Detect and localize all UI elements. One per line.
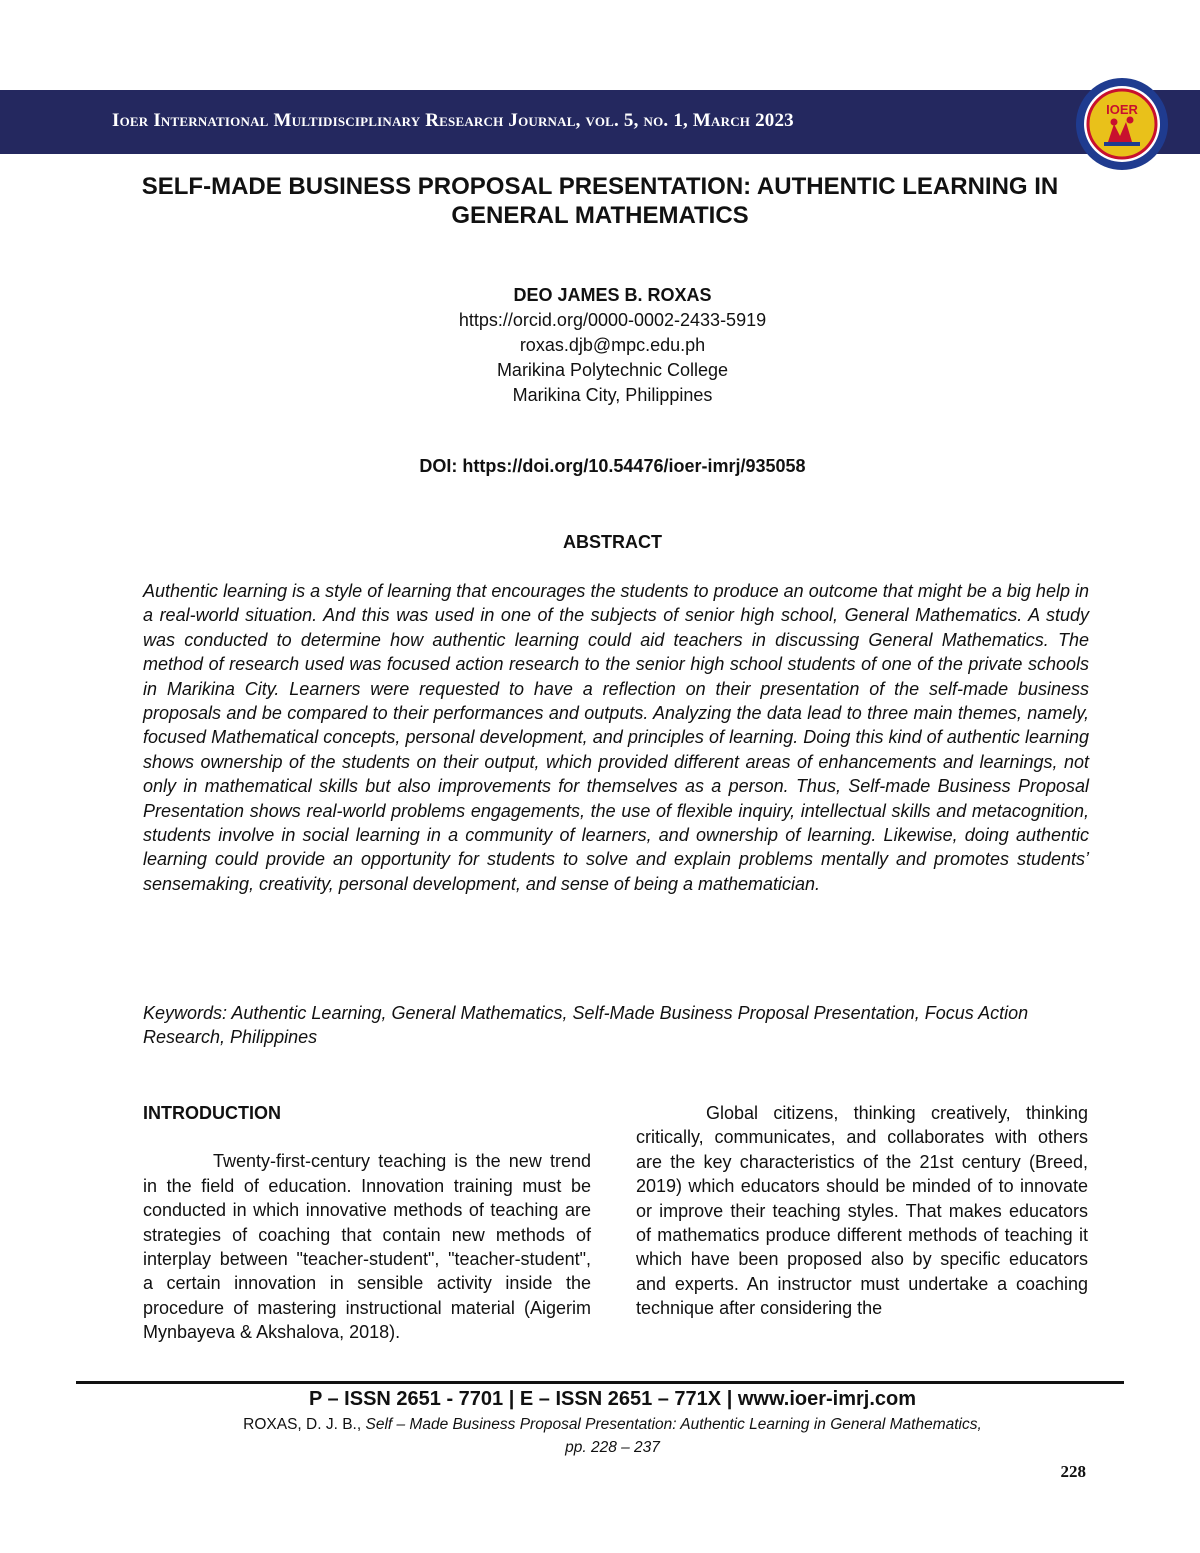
author-name: DEO JAMES B. ROXAS	[513, 285, 712, 305]
issn-line: P – ISSN 2651 - 7701 | E – ISSN 2651 – 771X | www.ioer-imrj.com	[308, 1388, 917, 1410]
abstract-heading: ABSTRACT	[563, 532, 662, 552]
author-email: roxas.djb@mpc.edu.ph	[519, 335, 706, 355]
citation-pages: pp. 228 – 237	[565, 1439, 660, 1456]
author-location: Marikina City, Philippines	[512, 385, 713, 405]
citation-author: ROXAS, D. J. B.,	[243, 1416, 366, 1433]
author-institution: Marikina Polytechnic College	[496, 360, 729, 380]
left-column	[143, 1101, 591, 1345]
intro-paragraph-right: Global citizens, thinking creatively, thinking critically, communicates, and collaborates with others are the key characteristics of the 21st century (Breed, 2019) which educators should be minded of to innovate or improve their teaching styles. That makes educators of mathematics produce different methods of teaching it which have been proposed also by specific educators and experts. An instructor must undertake a coaching technique after considering the	[636, 1103, 1088, 1319]
logo-lettering: IOER	[1106, 102, 1138, 117]
citation-title: Self – Made Business Proposal Presentation: Authentic Learning in General Mathematics,	[365, 1416, 982, 1433]
abstract-body: Authentic learning is a style of learning that encourages the students to produce an outcome that might be a big help in a real-world situation. And this was used in one of the subjects of senior high school, General Mathematics. A study was conducted to determine how authentic learning could aid teachers in discussing General Mathematics. The method of research used was focused action research to the senior high school students of one of the private schools in Marikina City. Learners were requested to have a reflection on their presentation of the self-made business proposals and be compared to their performances and outputs. Analyzing the data lead to three main themes, namely, focused Mathematical concepts, personal development, and principles of learning. Doing this kind of authentic learning shows ownership of the students on their output, which provided different areas of enhancements and learnings, not only in mathematical skills but also improvements for themselves as a person. Thus, Self-made Business Proposal Presentation shows real-world problems engagements, the use of flexible inquiry, intellectual skills and metacognition, students involve in social learning in a community of learners, and ownership of learning. Likewise, doing authentic learning could provide an opportunity for students to solve and explain problems mentally and promotes students’ sensemaking, creativity, personal development, and sense of being a mathematician.	[143, 581, 1089, 894]
page-number: 228	[1060, 1462, 1086, 1481]
author-orcid: https://orcid.org/0000-0002-2433-5919	[458, 310, 767, 330]
journal-header-title: Ioer International Multidisciplinary Research Journal, vol. 5, no. 1, March 2023	[112, 110, 794, 131]
keywords-line: Keywords: Authentic Learning, General Mathematics, Self-Made Business Proposal Presentation, Focus Action Research, Philippines	[143, 1003, 1029, 1048]
author-block	[300, 283, 925, 408]
right-column	[636, 1101, 1088, 1321]
footer-divider	[76, 1381, 1124, 1384]
citation-block	[150, 1413, 1075, 1459]
intro-paragraph-left: Twenty-first-century teaching is the new trend in the field of education. Innovation training must be conducted in which innovative methods of teaching are strategies of coaching that contain new methods of interplay between "teacher-student", "teacher-student", a certain innovation in sensible activity inside the procedure of mastering instructional material (Aigerim Mynbayeva & Akshalova, 2018).	[143, 1151, 591, 1343]
paper-title: SELF-MADE BUSINESS PROPOSAL PRESENTATION: AUTHENTIC LEARNING IN GENERAL MATHEMATICS	[141, 173, 1059, 229]
doi-line: DOI: https://doi.org/10.54476/ioer-imrj/935058	[419, 456, 806, 476]
ioer-seal-logo-icon	[1074, 76, 1170, 172]
introduction-heading: INTRODUCTION	[143, 1103, 281, 1123]
